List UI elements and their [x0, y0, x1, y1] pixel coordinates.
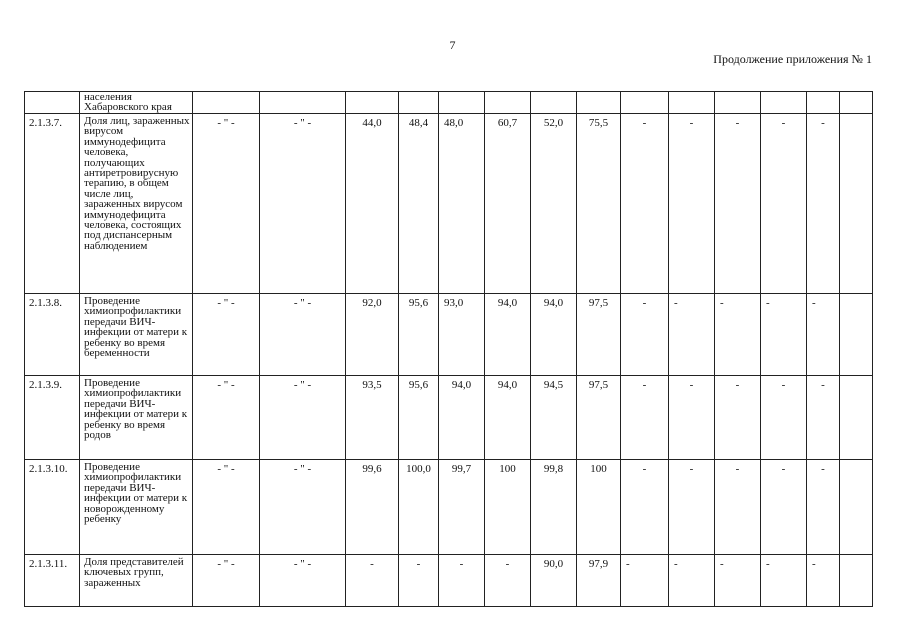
cell-value: 97,9 — [577, 555, 621, 607]
cell-ditto: - " - — [193, 460, 260, 555]
cell-value: 100,0 — [399, 460, 439, 555]
cell-value: 94,0 — [531, 294, 577, 376]
cell-name: Проведение химиопрофилактики передачи ВИЧ-инфекции от матери к ребенку во время беременности — [80, 294, 193, 376]
cell-ditto: - " - — [260, 376, 346, 460]
cell-ditto: - " - — [260, 555, 346, 607]
cell-value: - — [807, 114, 840, 294]
cell-code: 2.1.3.11. — [25, 555, 80, 607]
cell-value: 60,7 — [485, 114, 531, 294]
cell-value: 94,0 — [439, 376, 485, 460]
table-row — [25, 114, 873, 294]
cell-code: 2.1.3.7. — [25, 114, 80, 294]
cell-ditto: - " - — [193, 114, 260, 294]
cell-value: - — [715, 114, 761, 294]
cell-value: - — [761, 376, 807, 460]
cell-value: - — [669, 114, 715, 294]
cell-value: 95,6 — [399, 294, 439, 376]
cell-value: 94,5 — [531, 376, 577, 460]
cell-value: - — [669, 294, 715, 376]
cell-value: 94,0 — [485, 294, 531, 376]
cell-value: 48,0 — [439, 114, 485, 294]
cell-value: 97,5 — [577, 294, 621, 376]
cell-value: - — [761, 294, 807, 376]
cell-value: 99,8 — [531, 460, 577, 555]
cell-ditto: - " - — [193, 555, 260, 607]
cell-name: населения Хабаровского края — [80, 92, 193, 114]
cell-value: 97,5 — [577, 376, 621, 460]
table-row — [25, 555, 873, 607]
cell-value: 90,0 — [531, 555, 577, 607]
cell-value: 95,6 — [399, 376, 439, 460]
cell-value: 48,4 — [399, 114, 439, 294]
cell-value: 99,6 — [346, 460, 399, 555]
cell-value: - — [807, 460, 840, 555]
cell-value: - — [621, 555, 669, 607]
cell-value: 99,7 — [439, 460, 485, 555]
table-row — [25, 376, 873, 460]
cell-value: - — [761, 460, 807, 555]
cell-value: 44,0 — [346, 114, 399, 294]
cell-name: Проведение химиопрофилактики передачи ВИЧ-инфекции от матери к новорожденному ребенку — [80, 460, 193, 555]
cell-value: 92,0 — [346, 294, 399, 376]
cell-value: 94,0 — [485, 376, 531, 460]
cell-value: - — [439, 555, 485, 607]
cell-ditto: - " - — [193, 376, 260, 460]
cell-value: - — [669, 555, 715, 607]
cell-value: 93,0 — [439, 294, 485, 376]
cell-value: - — [761, 114, 807, 294]
cell-value: 52,0 — [531, 114, 577, 294]
cell-value: - — [715, 294, 761, 376]
cell-code: 2.1.3.10. — [25, 460, 80, 555]
cell-value: - — [485, 555, 531, 607]
page-number: 7 — [449, 38, 456, 52]
cell-name: Доля лиц, зараженных вирусом иммунодефицита человека, получающих антиретровирусную терапию, в общем числе лиц, зараженных вирусом иммунодефицита человека, состоящих под диспансерным наблюдением — [80, 114, 193, 294]
cell-value: - — [621, 376, 669, 460]
cell-name: Проведение химиопрофилактики передачи ВИЧ-инфекции от матери к ребенку во время родов — [80, 376, 193, 460]
indicators-table — [24, 91, 873, 607]
cell-value: 75,5 — [577, 114, 621, 294]
cell-value: 100 — [485, 460, 531, 555]
cell-ditto: - " - — [193, 294, 260, 376]
cell-value: - — [807, 294, 840, 376]
table-row — [25, 460, 873, 555]
cell-value: - — [621, 460, 669, 555]
cell-value: - — [715, 460, 761, 555]
cell-code: 2.1.3.9. — [25, 376, 80, 460]
cell-value: - — [346, 555, 399, 607]
cell-ditto: - " - — [260, 460, 346, 555]
cell-value: - — [621, 114, 669, 294]
cell-value: - — [715, 376, 761, 460]
cell-value: 93,5 — [346, 376, 399, 460]
cell-value: - — [669, 460, 715, 555]
cell-name: Доля представителей ключевых групп, зараженных — [80, 555, 193, 607]
appendix-continuation-label: Продолжение приложения № 1 — [713, 52, 872, 66]
cell-code: 2.1.3.8. — [25, 294, 80, 376]
table-row — [25, 294, 873, 376]
cell-value: - — [715, 555, 761, 607]
cell-value: - — [807, 555, 840, 607]
cell-ditto: - " - — [260, 294, 346, 376]
cell-value: - — [807, 376, 840, 460]
cell-value: 100 — [577, 460, 621, 555]
cell-value: - — [669, 376, 715, 460]
cell-ditto: - " - — [260, 114, 346, 294]
cell-value: - — [621, 294, 669, 376]
table-row-continued — [25, 92, 873, 114]
cell-value: - — [761, 555, 807, 607]
cell-value: - — [399, 555, 439, 607]
cell-code — [25, 92, 80, 114]
